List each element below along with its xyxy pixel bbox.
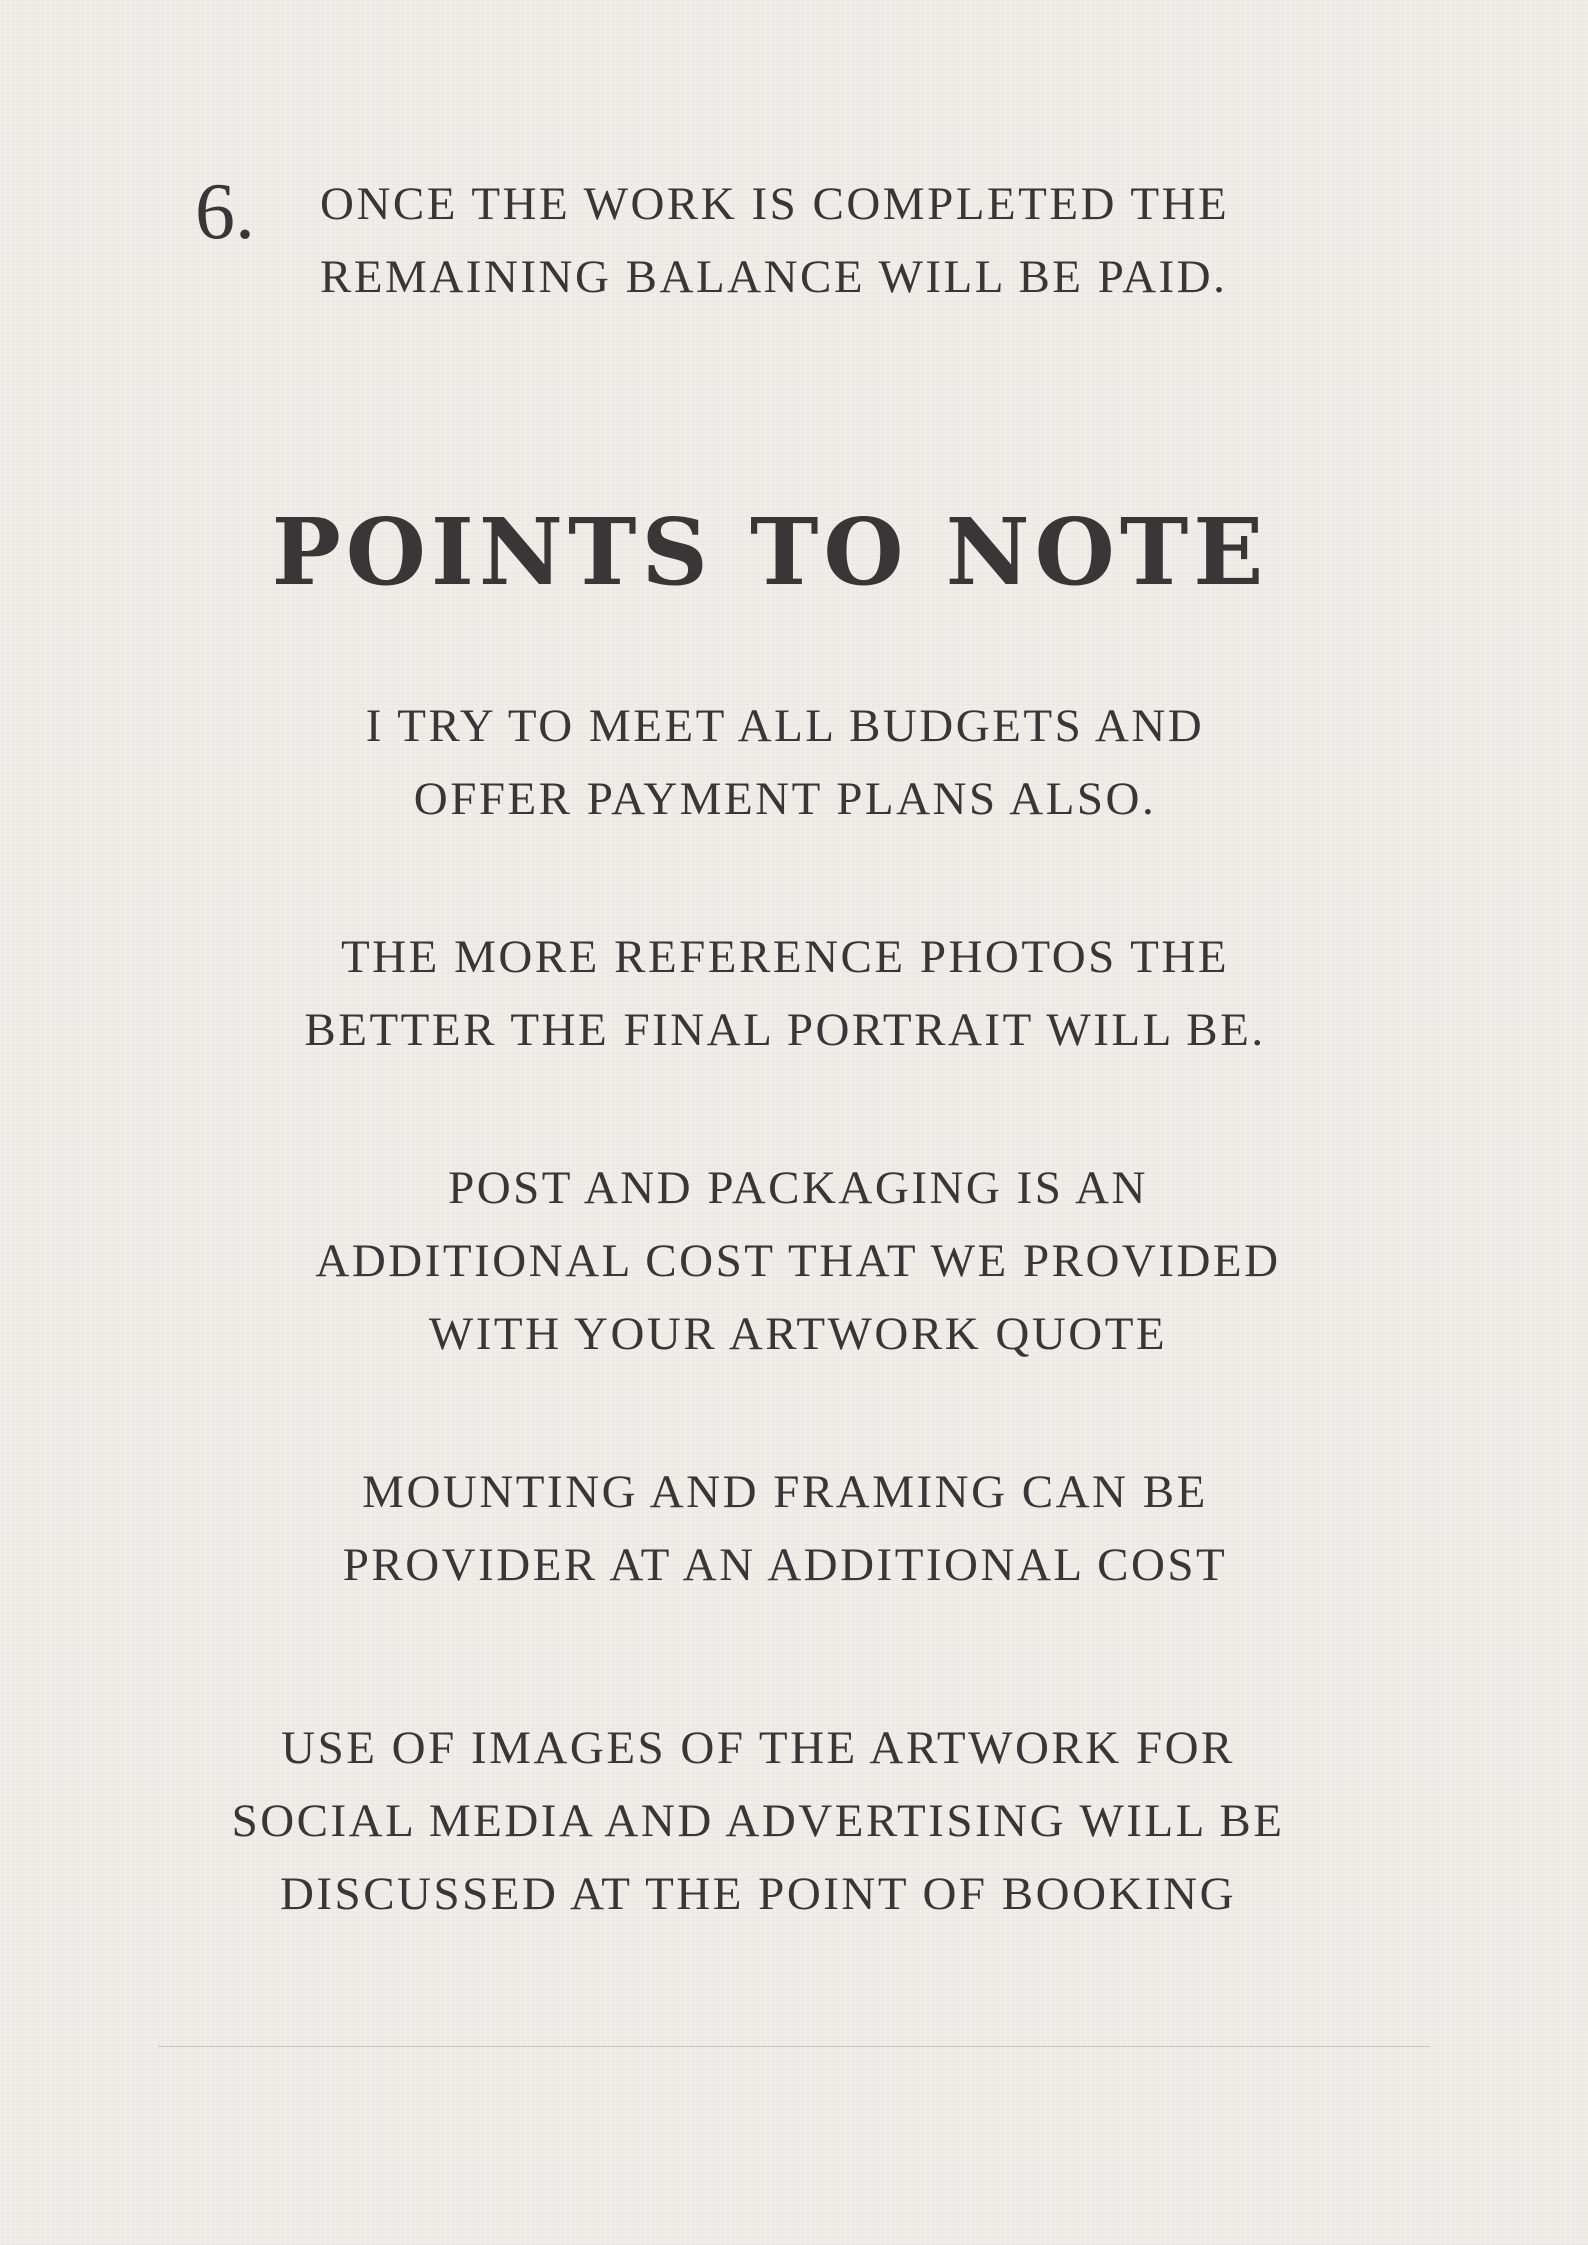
step-six: [195, 168, 1395, 308]
note-line: ADDITIONAL COST THAT WE PROVIDED: [315, 1235, 1281, 1287]
note-line: THE MORE REFERENCE PHOTOS THE: [340, 931, 1230, 983]
footer-divider: [158, 2046, 1430, 2047]
step-number: 6.: [195, 168, 255, 256]
note-line: POST AND PACKAGING IS AN: [448, 1162, 1148, 1214]
note-image-usage: [0, 1712, 1528, 1931]
note-line: BETTER THE FINAL PORTRAIT WILL BE.: [304, 1004, 1266, 1056]
step-text-line: REMAINING BALANCE WILL BE PAID.: [320, 251, 1228, 303]
note-line: USE OF IMAGES OF THE ARTWORK FOR: [281, 1722, 1235, 1774]
note-post-packaging: [28, 1152, 1568, 1371]
step-text-line: ONCE THE WORK IS COMPLETED THE: [320, 178, 1230, 230]
points-to-note-heading: POINTS TO NOTE: [271, 498, 1269, 606]
note-line: OFFER PAYMENT PLANS ALSO.: [413, 773, 1157, 825]
note-reference-photos: [15, 921, 1555, 1067]
note-line: WITH YOUR ARTWORK QUOTE: [428, 1308, 1168, 1360]
note-line: MOUNTING AND FRAMING CAN BE: [362, 1466, 1208, 1518]
note-line: PROVIDER AT AN ADDITIONAL COST: [342, 1539, 1228, 1591]
note-line: I TRY TO MEET ALL BUDGETS AND: [365, 700, 1205, 752]
note-mounting-framing: [15, 1456, 1555, 1602]
note-budgets: [15, 690, 1555, 836]
note-line: SOCIAL MEDIA AND ADVERTISING WILL BE: [231, 1795, 1285, 1847]
note-line: DISCUSSED AT THE POINT OF BOOKING: [279, 1868, 1237, 1920]
step-text: [320, 168, 1229, 314]
